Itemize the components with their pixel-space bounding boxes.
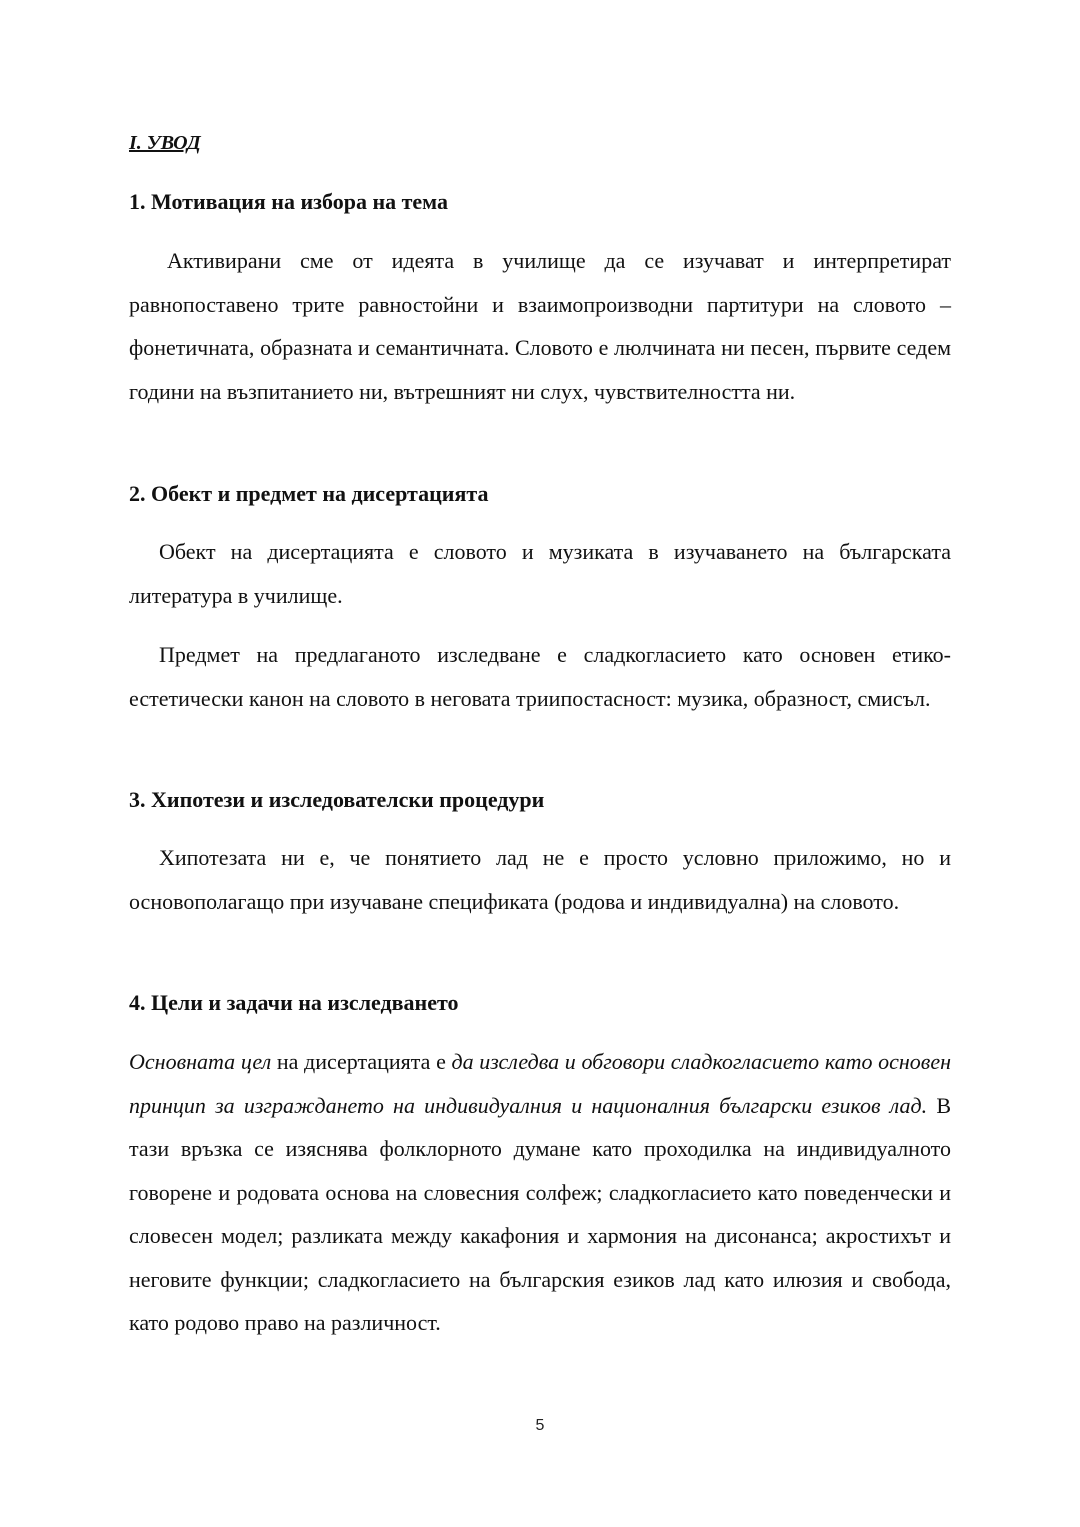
goal-statement: да изследва и обговори сладкогласието като основен принцип за изграждането на индивидуалния и националния български езиков лад.	[129, 1049, 951, 1118]
heading-object-subject: 2. Обект и предмет на дисертацията	[129, 481, 489, 506]
paragraph-goals	[129, 1040, 951, 1345]
page-number: 5	[535, 1417, 545, 1434]
heading-goals: 4. Цели и задачи на изследването	[129, 990, 459, 1015]
goal-details: В тази връзка се изяснява фолклорното думане като проходилка на индивидуалното говорене и родовата основа на словесния солфеж; сладкогласието като поведенчески и словесен модел; разликата между какафония и хармония на дисонанса; акростихът и неговите функции; сладкогласието на българския езиков лад като илюзия и свобода, като родово право на различност.	[129, 1092, 951, 1335]
section-title: I. УВОД	[129, 132, 201, 154]
goal-mid: на дисертацията е	[271, 1049, 452, 1074]
heading-hypotheses: 3. Хипотези и изследователски процедури	[129, 787, 545, 812]
goal-label: Основната цел	[129, 1049, 272, 1074]
paragraph-object: Обект на дисертацията е словото и музиката в изучаването на българската литература в училище.	[129, 539, 951, 608]
heading-motivation: 1. Мотивация на избора на тема	[129, 189, 449, 214]
paragraph-subject: Предмет на предлаганото изследване е сладкогласието като основен етико-естетически канон на словото в неговата триипостасност: музика, образност, смисъл.	[129, 642, 951, 711]
paragraph-hypotheses: Хипотезата ни е, че понятието лад не е просто условно приложимо, но и основополагащо при изучаване спецификата (родова и индивидуална) на словото.	[129, 845, 951, 914]
paragraph-motivation: Активирани сме от идеята в училище да се изучават и интерпретират равнопоставено трите равностойни и взаимопроизводни партитури на словото – фонетичната, образната и семантичната. Словото е люлчината ни песен, първите седем години на възпитанието ни, вътрешният ни слух, чувствителността ни.	[129, 248, 951, 404]
